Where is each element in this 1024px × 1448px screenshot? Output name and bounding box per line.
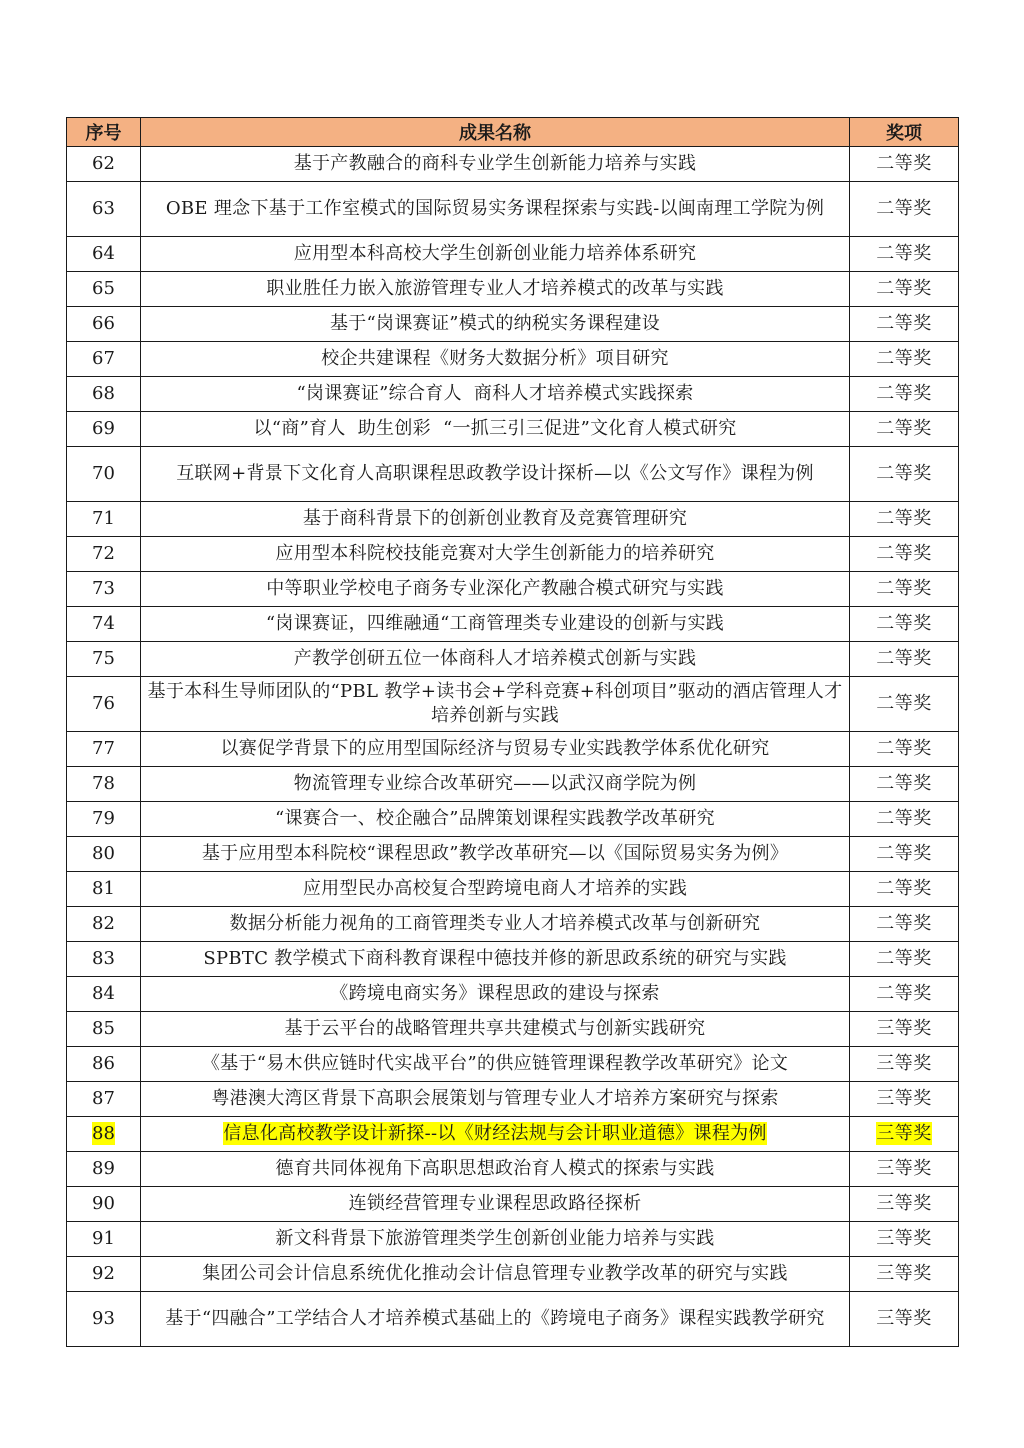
row-number: 78 bbox=[67, 767, 141, 802]
table-row bbox=[67, 1292, 959, 1347]
table-row bbox=[67, 307, 959, 342]
achievement-name: 基于应用型本科院校“课程思政”教学改革研究—以《国际贸易实务为例》 bbox=[141, 837, 850, 872]
row-number: 82 bbox=[67, 907, 141, 942]
table-row bbox=[67, 1222, 959, 1257]
achievement-name bbox=[141, 1117, 850, 1152]
achievement-name: 连锁经营管理专业课程思政路径探析 bbox=[141, 1187, 850, 1222]
achievement-name: 互联网+背景下文化育人高职课程思政教学设计探析—以《公文写作》课程为例 bbox=[141, 447, 850, 502]
table-row bbox=[67, 182, 959, 237]
award-level: 二等奖 bbox=[850, 447, 959, 502]
award-level: 二等奖 bbox=[850, 677, 959, 732]
award-level: 二等奖 bbox=[850, 767, 959, 802]
table-row bbox=[67, 377, 959, 412]
achievement-name: 中等职业学校电子商务专业深化产教融合模式研究与实践 bbox=[141, 572, 850, 607]
achievement-name: 粤港澳大湾区背景下高职会展策划与管理专业人才培养方案研究与探索 bbox=[141, 1082, 850, 1117]
table-header-row bbox=[67, 118, 959, 147]
table-row-highlighted bbox=[67, 1117, 959, 1152]
award-level: 二等奖 bbox=[850, 907, 959, 942]
row-number: 64 bbox=[67, 237, 141, 272]
achievement-name: 物流管理专业综合改革研究——以武汉商学院为例 bbox=[141, 767, 850, 802]
achievement-name: SPBTC 教学模式下商科教育课程中德技并修的新思政系统的研究与实践 bbox=[141, 942, 850, 977]
award-level: 三等奖 bbox=[850, 1152, 959, 1187]
award-level: 二等奖 bbox=[850, 642, 959, 677]
achievement-name: 应用型本科高校大学生创新创业能力培养体系研究 bbox=[141, 237, 850, 272]
achievement-name: 校企共建课程《财务大数据分析》项目研究 bbox=[141, 342, 850, 377]
table-row bbox=[67, 502, 959, 537]
award-level: 三等奖 bbox=[850, 1082, 959, 1117]
award-level: 二等奖 bbox=[850, 342, 959, 377]
table-row bbox=[67, 942, 959, 977]
table-row bbox=[67, 272, 959, 307]
row-number bbox=[67, 1117, 141, 1152]
award-level: 二等奖 bbox=[850, 837, 959, 872]
table-row bbox=[67, 607, 959, 642]
award-level: 二等奖 bbox=[850, 502, 959, 537]
highlighted-row-number: 88 bbox=[92, 1123, 115, 1144]
award-level: 二等奖 bbox=[850, 977, 959, 1012]
achievement-name: 产教学创研五位一体商科人才培养模式创新与实践 bbox=[141, 642, 850, 677]
row-number: 75 bbox=[67, 642, 141, 677]
table-row bbox=[67, 147, 959, 182]
row-number: 69 bbox=[67, 412, 141, 447]
row-number: 86 bbox=[67, 1047, 141, 1082]
table-row bbox=[67, 677, 959, 732]
achievement-name: 《基于“易木供应链时代实战平台”的供应链管理课程教学改革研究》论文 bbox=[141, 1047, 850, 1082]
award-level: 二等奖 bbox=[850, 307, 959, 342]
table-row bbox=[67, 767, 959, 802]
award-level: 三等奖 bbox=[850, 1047, 959, 1082]
row-number: 80 bbox=[67, 837, 141, 872]
row-number: 81 bbox=[67, 872, 141, 907]
achievement-name: 应用型民办高校复合型跨境电商人才培养的实践 bbox=[141, 872, 850, 907]
achievement-name: 基于“岗课赛证”模式的纳税实务课程建设 bbox=[141, 307, 850, 342]
highlighted-award-level: 三等奖 bbox=[876, 1123, 932, 1144]
row-number: 79 bbox=[67, 802, 141, 837]
award-level: 三等奖 bbox=[850, 1222, 959, 1257]
table-row bbox=[67, 1012, 959, 1047]
award-level: 三等奖 bbox=[850, 1292, 959, 1347]
achievement-name: 基于产教融合的商科专业学生创新能力培养与实践 bbox=[141, 147, 850, 182]
row-number: 91 bbox=[67, 1222, 141, 1257]
table-row bbox=[67, 1257, 959, 1292]
achievement-name: 数据分析能力视角的工商管理类专业人才培养模式改革与创新研究 bbox=[141, 907, 850, 942]
table-row bbox=[67, 1187, 959, 1222]
row-number: 67 bbox=[67, 342, 141, 377]
award-level: 二等奖 bbox=[850, 607, 959, 642]
award-level: 二等奖 bbox=[850, 412, 959, 447]
achievement-name: “岗课赛证，四维融通“工商管理类专业建设的创新与实践 bbox=[141, 607, 850, 642]
achievement-name: 基于本科生导师团队的“PBL 教学+读书会+学科竞赛+科创项目”驱动的酒店管理人才培养创新与实践 bbox=[141, 677, 850, 732]
table-row bbox=[67, 837, 959, 872]
row-number: 87 bbox=[67, 1082, 141, 1117]
row-number: 77 bbox=[67, 732, 141, 767]
achievement-name: 职业胜任力嵌入旅游管理专业人才培养模式的改革与实践 bbox=[141, 272, 850, 307]
award-level: 二等奖 bbox=[850, 237, 959, 272]
achievement-name: “课赛合一、校企融合”品牌策划课程实践教学改革研究 bbox=[141, 802, 850, 837]
row-number: 70 bbox=[67, 447, 141, 502]
row-number: 71 bbox=[67, 502, 141, 537]
table-row bbox=[67, 572, 959, 607]
award-level: 二等奖 bbox=[850, 942, 959, 977]
table-row bbox=[67, 412, 959, 447]
table-row bbox=[67, 237, 959, 272]
table-row bbox=[67, 1082, 959, 1117]
award-level: 二等奖 bbox=[850, 732, 959, 767]
table-row bbox=[67, 447, 959, 502]
award-level: 二等奖 bbox=[850, 572, 959, 607]
table-row bbox=[67, 537, 959, 572]
award-level: 三等奖 bbox=[850, 1012, 959, 1047]
table-row bbox=[67, 802, 959, 837]
row-number: 66 bbox=[67, 307, 141, 342]
achievement-name: 以“商”育人 助生创彩 “一抓三引三促进”文化育人模式研究 bbox=[141, 412, 850, 447]
row-number: 90 bbox=[67, 1187, 141, 1222]
achievement-name: OBE 理念下基于工作室模式的国际贸易实务课程探索与实践-以闽南理工学院为例 bbox=[141, 182, 850, 237]
row-number: 93 bbox=[67, 1292, 141, 1347]
awards-table bbox=[66, 117, 959, 1347]
award-level: 二等奖 bbox=[850, 537, 959, 572]
award-level: 二等奖 bbox=[850, 147, 959, 182]
achievement-name: 集团公司会计信息系统优化推动会计信息管理专业教学改革的研究与实践 bbox=[141, 1257, 850, 1292]
award-level: 二等奖 bbox=[850, 802, 959, 837]
achievement-name: 基于云平台的战略管理共享共建模式与创新实践研究 bbox=[141, 1012, 850, 1047]
table-row bbox=[67, 642, 959, 677]
achievement-name: 德育共同体视角下高职思想政治育人模式的探索与实践 bbox=[141, 1152, 850, 1187]
award-level: 三等奖 bbox=[850, 1257, 959, 1292]
achievement-name: 应用型本科院校技能竞赛对大学生创新能力的培养研究 bbox=[141, 537, 850, 572]
row-number: 84 bbox=[67, 977, 141, 1012]
award-level: 二等奖 bbox=[850, 377, 959, 412]
row-number: 62 bbox=[67, 147, 141, 182]
table-row bbox=[67, 977, 959, 1012]
highlighted-achievement-name: 信息化高校教学设计新探--以《财经法规与会计职业道德》课程为例 bbox=[223, 1123, 767, 1144]
table-row bbox=[67, 872, 959, 907]
header-name: 成果名称 bbox=[141, 118, 850, 147]
achievement-name: 基于“四融合”工学结合人才培养模式基础上的《跨境电子商务》课程实践教学研究 bbox=[141, 1292, 850, 1347]
achievement-name: 基于商科背景下的创新创业教育及竞赛管理研究 bbox=[141, 502, 850, 537]
row-number: 89 bbox=[67, 1152, 141, 1187]
table-row bbox=[67, 1152, 959, 1187]
achievement-name: 以赛促学背景下的应用型国际经济与贸易专业实践教学体系优化研究 bbox=[141, 732, 850, 767]
award-level: 二等奖 bbox=[850, 272, 959, 307]
row-number: 92 bbox=[67, 1257, 141, 1292]
header-award: 奖项 bbox=[850, 118, 959, 147]
header-no: 序号 bbox=[67, 118, 141, 147]
row-number: 83 bbox=[67, 942, 141, 977]
achievement-name: “岗课赛证”综合育人 商科人才培养模式实践探索 bbox=[141, 377, 850, 412]
award-level bbox=[850, 1117, 959, 1152]
table-row bbox=[67, 732, 959, 767]
award-level: 二等奖 bbox=[850, 872, 959, 907]
row-number: 85 bbox=[67, 1012, 141, 1047]
row-number: 68 bbox=[67, 377, 141, 412]
row-number: 72 bbox=[67, 537, 141, 572]
row-number: 74 bbox=[67, 607, 141, 642]
row-number: 76 bbox=[67, 677, 141, 732]
table-row bbox=[67, 1047, 959, 1082]
row-number: 63 bbox=[67, 182, 141, 237]
table-row bbox=[67, 907, 959, 942]
table-row bbox=[67, 342, 959, 377]
row-number: 65 bbox=[67, 272, 141, 307]
award-level: 二等奖 bbox=[850, 182, 959, 237]
achievement-name: 新文科背景下旅游管理类学生创新创业能力培养与实践 bbox=[141, 1222, 850, 1257]
row-number: 73 bbox=[67, 572, 141, 607]
table-body bbox=[67, 147, 959, 1347]
achievement-name: 《跨境电商实务》课程思政的建设与探索 bbox=[141, 977, 850, 1012]
award-level: 三等奖 bbox=[850, 1187, 959, 1222]
